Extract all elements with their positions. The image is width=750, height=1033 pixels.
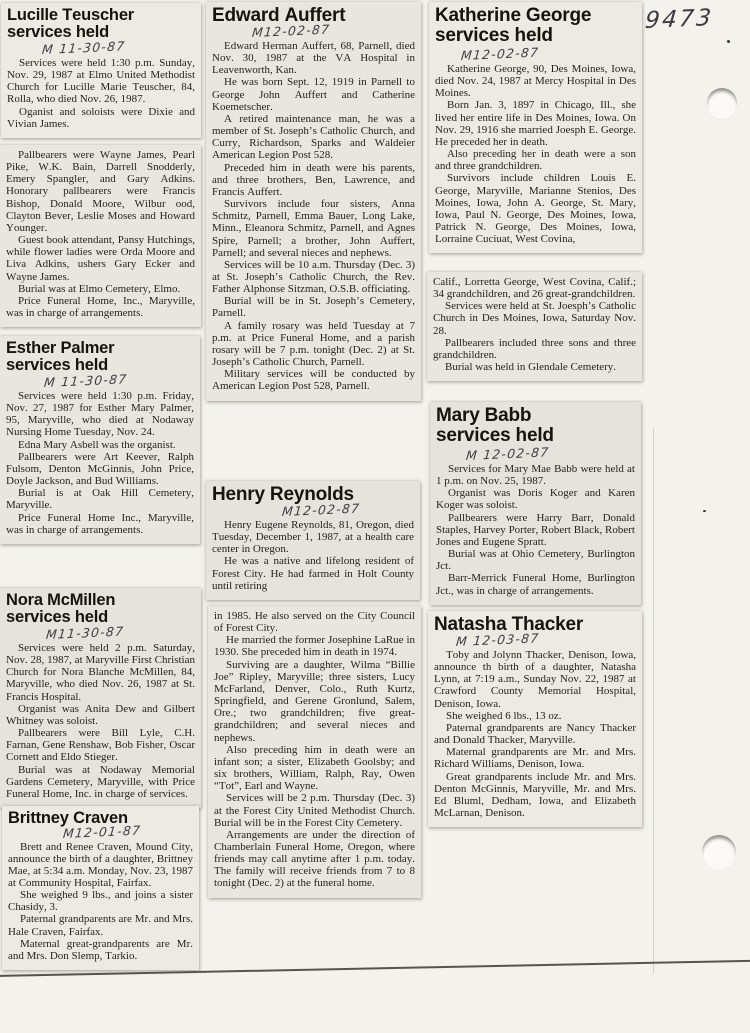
paragraph: Arrangements are under the direction of Chamberlain Funeral Home, Oregon, where friends may call anytime after 1 p.m. today. The family will receive friends from 7 to 8 tonight (Dec. 2) at the funeral home. — [214, 828, 415, 890]
handwritten-date — [465, 444, 635, 464]
obituary-title — [6, 340, 194, 373]
clipping-henry-reynolds-bottom — [208, 606, 421, 898]
clipping-edward-auffert — [206, 2, 421, 401]
paragraph: Paternal grandparents are Mr. and Mrs. Hale Craven, Fairfax. — [8, 913, 193, 938]
clipping-esther-palmer — [0, 336, 200, 544]
title-line-2: services held — [435, 25, 553, 46]
page-crease-line — [653, 428, 654, 974]
paragraph: Pallbearers were Art Keever, Ralph Fulsom, Denton McGinnis, John Price, Doyle Jackson, and Bud Williams. — [6, 450, 194, 488]
title-line-1: Nora McMillen — [6, 591, 116, 609]
clipping-natasha-thacker — [428, 611, 642, 827]
handwritten-date-text: M12-02-87 — [251, 21, 331, 41]
title-line-1: Brittney Craven — [8, 809, 128, 827]
paragraph: Pallbearers included three sons and three grandchildren. — [433, 336, 636, 361]
title-line-1: Henry Reynolds — [212, 484, 354, 505]
paragraph: Pallbearers were Bill Lyle, C.H. Farnan, Gene Renshaw, Bob Fisher, Oscar Cornett and Eldo Stieger. — [6, 727, 195, 764]
paragraph: Organist was Doris Koger and Karen Koger was soloist. — [436, 487, 635, 512]
clipping-katherine-george-bottom — [427, 272, 642, 381]
paragraph: She weighed 9 lbs., and joins a sister Chasidy, 3. — [8, 889, 193, 914]
paragraph: Katherine George, 90, Des Moines, Iowa, died Nov. 24, 1987 at Mercy Hospital in Des Moines. — [435, 63, 636, 100]
birth-announcement-body — [434, 649, 636, 819]
clipping-brittney-craven — [2, 806, 199, 970]
hole-punch-top — [707, 88, 737, 118]
clipping-nora-mcmillen — [0, 588, 201, 808]
obituary-title — [436, 406, 635, 446]
paragraph: Great grandparents include Mr. and Mrs. Denton McGinnis, Maryville, Mr. and Mrs. Ed Bluml, Dedham, Iowa, and Elizabeth McLarnan, Denison. — [434, 770, 636, 820]
obituary-body — [212, 519, 414, 592]
paragraph: Henry Eugene Reynolds, 81, Oregon, died Tuesday, December 1, 1987, at a health care center in Oregon. — [212, 519, 414, 556]
title-line-2: services held — [436, 425, 554, 446]
paragraph: Burial will be in St. Joseph’s Cemetery, Parnell. — [212, 295, 415, 320]
obituary-body — [6, 149, 195, 319]
paragraph: Paternal grandparents are Nancy Thacker and Donald Thacker, Maryville. — [434, 721, 636, 747]
paragraph: Also preceding her in death were a son and three grandchildren. — [435, 148, 636, 173]
clipping-mary-babb — [430, 402, 641, 605]
paragraph: Services were held 2 p.m. Saturday, Nov. 28, 1987, at Maryville First Christian Church for Nora Blanche McMillen, 84, Maryville, who died Nov. 26, 1987 at St. Francis Hospital. — [6, 642, 195, 703]
paragraph: A retired maintenance man, he was a member of St. Joseph’s Catholic Church, and Curry, Richardson, Sparks and Waldeier American Legion Post 528. — [212, 112, 415, 162]
handwritten-date-text: M12-02-87 — [281, 500, 361, 520]
title-line-1: Edward Auffert — [212, 5, 346, 26]
paragraph: Services will be 2 p.m. Thursday (Dec. 3) at the Forest City United Methodist Church. Burial will be in the Forest City Cemetery. — [214, 792, 415, 829]
paragraph: Maternal grandparents are Mr. and Mrs. Richard Williams, Denison, Iowa. — [434, 746, 636, 771]
obituary-body — [6, 390, 194, 536]
birth-announcement-body — [8, 841, 193, 963]
paragraph: Maternal great-grandparents are Mr. and Mrs. Don Slemp, Tarkio. — [8, 937, 193, 962]
paragraph: Services were held 1:30 p.m. Sunday, Nov. 29, 1987 at Elmo United Methodist Church for Lucille Marie Teuscher, 84, Rolla, who died Nov. 26, 1987. — [7, 57, 195, 106]
paragraph: He was born Sept. 12, 1919 in Parnell to George John Auffert and Catherine Koemetscher. — [212, 76, 415, 113]
paragraph: Burial was at Elmo Cemetery, Elmo. — [18, 282, 181, 295]
obituary-body — [7, 57, 195, 130]
paragraph: Burial was held in Glendale Cemetery. — [445, 361, 617, 374]
paragraph: Services were held 1:30 p.m. Friday, Nov. 27, 1987 for Esther Mary Palmer, 95, Maryville, who died at Nodaway Nursing Home Tuesday, Nov. 24. — [6, 390, 194, 439]
title-line-1: Lucille Teuscher — [7, 6, 135, 24]
paragraph: He was a native and lifelong resident of Forest City. He had farmed in Holt County until retiring — [212, 555, 414, 592]
paragraph: Military services will be conducted by American Legion Post 528, Parnell. — [212, 368, 415, 393]
handwritten-date — [455, 630, 636, 650]
handwritten-date — [62, 822, 193, 841]
paragraph: Barr-Merrick Funeral Home, Burlington Jct., was in charge of arrangements. — [436, 572, 635, 597]
clipping-lucille-teuscher-bottom — [0, 145, 201, 327]
obituary-body — [433, 276, 636, 373]
paragraph: Survivors include four sisters, Anna Schmitz, Parnell, Emma Bauer, Long Lake, Minn., Eleanora Schmitz, Parnell, and Agnes Spire, Parnell; a brother, John Auffert, Parnell; and several nieces and nephews. — [212, 198, 415, 259]
paragraph: Price Funeral Home, Inc., Maryville, was in charge of arrangements. — [6, 294, 195, 320]
paragraph: Surviving are a daughter, Wilma “Billie Joe” Ripley, Maryville; three sisters, Lucy McFarland, Denver, Colo., Ruth Kurtz, Springfield, and Gerene Gronlund, Salem, Ore.; two grandchildren; five great-grandchildren; and several nieces and nephews. — [214, 658, 415, 744]
obituary-body — [214, 610, 415, 890]
paragraph: Brett and Renee Craven, Mound City, announce the birth of a daughter, Brittney Mae, at 5:34 a.m. Monday, Nov. 23, 1987 at Community Hospital, Fairfax. — [8, 840, 193, 889]
paragraph: She weighed 6 lbs., 13 oz. — [446, 709, 562, 722]
ink-speck — [703, 510, 706, 512]
obituary-body — [6, 642, 195, 800]
paragraph: Burial was at Nodaway Memorial Gardens Cemetery, Maryville, with Price Funeral Home, Inc. in charge of services. — [6, 763, 195, 800]
handwritten-date-text: M 11-30-87 — [43, 371, 129, 391]
obituary-title — [6, 592, 195, 625]
title-line-2: services held — [6, 607, 108, 626]
ink-speck — [727, 40, 730, 43]
paragraph: Oganist and soloists were Dixie and Vivian James. — [7, 105, 195, 130]
handwritten-date — [45, 623, 195, 643]
handwritten-date-text: M 12-02-87 — [465, 444, 551, 464]
handwritten-page-number: 9473 — [643, 4, 715, 35]
obituary-title — [7, 7, 195, 40]
paragraph: Services for Mary Mae Babb were held at 1 p.m. on Nov. 25, 1987. — [436, 463, 635, 488]
handwritten-date-text: M12-02-87 — [460, 44, 540, 64]
paragraph: Burial is at Oak Hill Cemetery, Maryville. — [6, 487, 194, 512]
paragraph: Services will be 10 a.m. Thursday (Dec. 3) at St. Joseph’s Catholic Church, the Rev. Father Alphonse Sitzman, O.S.B. officiating. — [212, 258, 415, 296]
handwritten-date-text: M 11-30-87 — [41, 38, 127, 58]
paragraph: Also preceding him in death were an infant son; a sister, Elizabeth Goolsby; and six brothers, William, Ralph, Ray, Owen “Tot”, Earl and Wayne. — [214, 743, 415, 793]
handwritten-date-text: M 12-03-87 — [455, 630, 541, 650]
paragraph: in 1985. He also served on the City Council of Forest City. — [214, 610, 415, 635]
paragraph: Preceded him in death were his parents, and three brothers, Ben, Lawrence, and Francis Auffert. — [212, 161, 415, 198]
paragraph: Pallbearers were Wayne James, Pearl Pike, W.K. Bain, Darrell Snodderly, Emery Spangler, and Gary Adkins. Honorary pallbearers were Francis Bishop, Donald Moore, Wilbur ood, Clayton Bever, Leslie Moses and Howard Younger. — [6, 149, 195, 234]
paragraph: He married the former Josephine LaRue in 1930. She preceded him in death in 1974. — [214, 634, 415, 659]
paragraph: Born Jan. 3, 1897 in Chicago, Ill., she lived her entire life in Des Moines, Iowa. On Nov. 29, 1916 she married Joesph E. George. He preceded her in death. — [435, 99, 636, 148]
title-line-2: services held — [6, 355, 108, 374]
paragraph: Guest book attendant, Pansy Hutchings, while flower ladies were Orda Moore and Liva Adkins, ushers Gary Ecker and Wayne James. — [6, 234, 195, 283]
handwritten-date — [281, 500, 414, 520]
title-line-1: Katherine George — [435, 5, 592, 26]
handwritten-date — [251, 21, 415, 41]
clipping-lucille-teuscher-top — [1, 3, 201, 138]
paragraph: A family rosary was held Tuesday at 7 p.m. at Price Funeral Home, and a parish rosary will be 7 p.m. tonight (Dec. 2) at St. Joseph’s Catholic Church, Parnell. — [212, 319, 415, 369]
handwritten-date — [41, 38, 195, 58]
paragraph: Pallbearers were Harry Barr, Donald Staples, Harvey Porter, Robert Black, Robert Jones and Eugene Spratt. — [436, 511, 635, 548]
paragraph: Price Funeral Home Inc., Maryville, was in charge of arrangements. — [6, 511, 194, 536]
paragraph: Edward Herman Auffert, 68, Parnell, died Nov. 30, 1987 at the VA Hospital in Leavenworth, Kan. — [212, 40, 415, 77]
handwritten-date — [460, 44, 636, 64]
handwritten-date-text: M12-01-87 — [62, 822, 142, 841]
hole-punch-bottom — [702, 835, 736, 869]
paragraph: Burial was at Ohio Cemetery, Burlington Jct. — [436, 548, 635, 573]
paragraph: Organist was Anita Dew and Gilbert Whitney was soloist. — [6, 702, 195, 727]
title-line-1: Mary Babb — [436, 405, 532, 426]
handwritten-date — [43, 371, 194, 391]
obituary-title — [435, 6, 636, 46]
obituary-body — [435, 63, 636, 245]
paragraph: Services were held at St. Joesph’s Catholic Church in Des Moines, Iowa, Saturday Nov. 28. — [433, 300, 636, 337]
paragraph: Survivors include children Louis E. George, Maryville, Marianne Stenios, Des Moines, Iowa, John A. George, St. Mary, Iowa, Paul N. George, Des Moines, Iowa, Patrick N. George, Des Moines, Iowa, Lorraine Cuciuat, West Covina, — [435, 172, 636, 246]
clipping-henry-reynolds-top — [206, 481, 420, 600]
paragraph: Toby and Jolynn Thacker, Denison, Iowa, announce th birth of a daughter, Natasha Lynn, at 7:19 a.m., Sunday Nov. 22, 1987 at Crawford County Memorial Hospital, Denison, Iowa. — [434, 649, 636, 710]
clipping-katherine-george-top — [429, 2, 642, 253]
paragraph: Edna Mary Asbell was the organist. — [18, 438, 176, 451]
paragraph: Calif., Lorretta George, West Covina, Calif.; 34 grandchildren, and 26 great-grandchildren. — [433, 276, 636, 301]
title-line-2: services held — [7, 22, 109, 41]
title-line-1: Natasha Thacker — [434, 614, 584, 635]
handwritten-date-text: M11-30-87 — [45, 623, 125, 643]
obituary-body — [212, 40, 415, 393]
obituary-body — [436, 463, 635, 597]
title-line-1: Esther Palmer — [6, 339, 115, 357]
